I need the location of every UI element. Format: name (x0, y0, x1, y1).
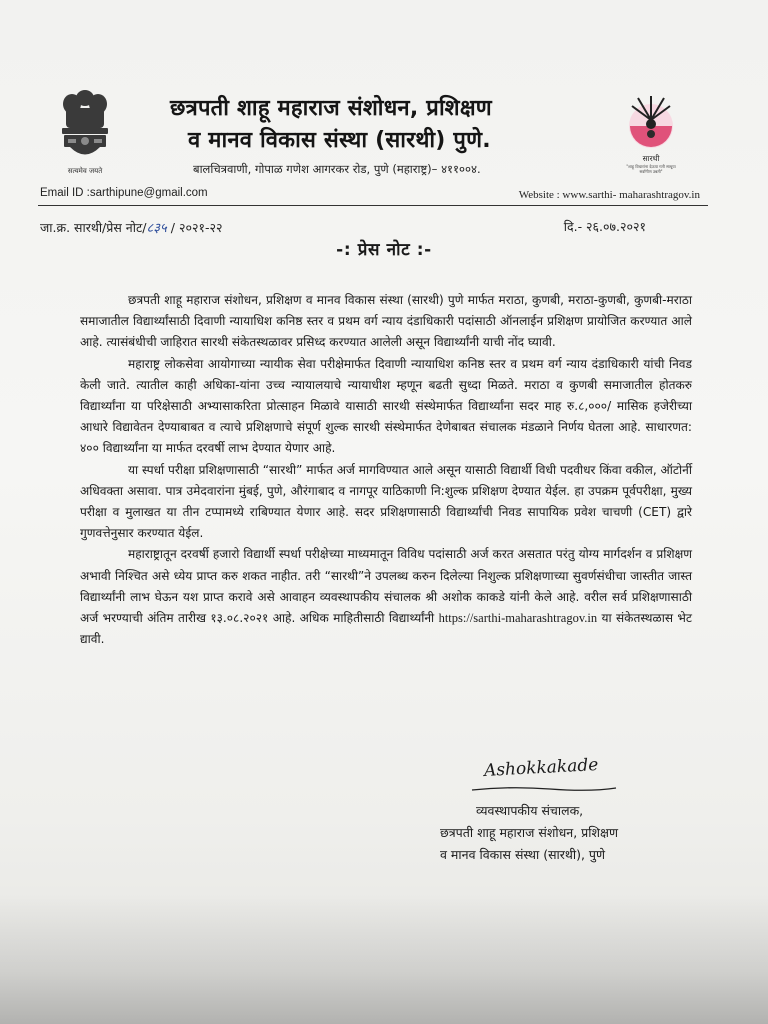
reference-prefix: जा.क्र. सारथी/प्रेस नोट/ (40, 220, 147, 235)
org-name-line1: छत्रपती शाहू महाराज संशोधन, प्रशिक्षण (170, 96, 492, 121)
paragraph-1: छत्रपती शाहू महाराज संशोधन, प्रशिक्षण व मानव विकास संस्था (सारथी) पुणे मार्फत मराठा, कुणबी, मराठा-कुणबी, कुणबी-मराठा समाजातील विद्यार्थ्यांसाठी दिवाणी न्यायाधिश कनिष्ठ स्तर व प्रथम वर्ग न्याय दंडाधिकारी पदांसाठी ऑनलाईन प्रशिक्षण प्रायोजित करण्यात आले आहे. त्यासंबंधीची जाहिरात सारथी संकेतस्थळावर प्रसिध्द करण्यात आलेली असून विद्यार्थ्यांनी याची नोंद घ्यावी. (80, 293, 692, 350)
sarthi-logo (620, 90, 682, 180)
signatory-block (440, 800, 720, 866)
emblem-caption: सत्यमेव जयते (67, 167, 103, 175)
reference-line (40, 218, 646, 236)
header-divider (38, 205, 708, 206)
paragraph-4-ending: या संकेतस्थळास भेट द्यावी. (80, 611, 692, 647)
website-address: Website : www.sarthi- maharashtragov.in (518, 189, 700, 201)
logo-name: सारथी (642, 154, 660, 163)
paragraph-4-text: महाराष्ट्रातून दरवर्षी हजारो विद्यार्थी स्पर्धा परीक्षेच्या माध्यमातून विविध पदांसाठी अर्ज करत असतात परंतु योग्य मार्गदर्शन व प्रशिक्षण अभावी निश्चित असे ध्येय प्राप्त करु शकत नाहीत. तरी “सारथी”ने उपलब्ध करुन दिलेल्या निशुल्क प्रशिक्षणाच्या सुवर्णसंधीचा जास्तीत जास्त विद्यार्थ्यांनी लाभ घेऊन यश प्राप्त करावे असे आवाहन व्यवस्थापकीय संचालक श्री अशोक काकडे यांनी केले आहे. वरील सर्व प्रशिक्षणासाठी अर्ज भरण्याची अंतिम तारीख १३.०८.२०२१ आहे. अधिक माहितीसाठी विद्यार्थ्यांनी (80, 547, 692, 626)
sarthi-website-link[interactable]: https://sarthi-maharashtragov.in (438, 611, 598, 626)
handwritten-signature: Ashokkakade (483, 755, 599, 781)
paragraph-2: महाराष्ट्र लोकसेवा आयोगाच्या न्यायीक सेवा परीक्षेमार्फत दिवाणी न्यायाधिश कनिष्ठ स्तर व प्रथम वर्ग न्याय दंडाधिकारी यांची निवड केली जाते. त्यातील काही अधिका-यांना उच्च न्यायालयाचे न्यायाधीश म्हणून बढती सुध्दा मिळते. मराठा व कुणबी समाजातील होतकरु विद्यार्थ्यांना या परिक्षेसाठी अभ्यासाकरिता प्रोत्साहन मिळावे यासाठी सारथी संस्थेमार्फत विद्यार्थ्यांना सदर माह रु.८,०००/ मासिक हजेरीच्या आधारे विद्यावेतन देण्याबाबत व त्याचे प्रशिक्षणाचे संपूर्ण शुल्क सारथी संस्थेमार्फत देणेबाबत संचालक मंडळाने निर्णय घेतला आहे. साधारणत: ४०० विद्यार्थ्यांना या मार्फत दरवर्षी लाभ देण्यात येणार आहे. (80, 356, 692, 456)
email-address: Email ID :sarthipune@gmail.com (40, 187, 208, 199)
issue-date: दि.- २६.०७.२०२१ (563, 219, 646, 234)
press-note-body (80, 290, 692, 650)
org-name-line2: व मानव विकास संस्था (सारथी) पुणे. (188, 128, 491, 153)
org-address: बालचित्रवाणी, गोपाळ गणेश आगरकर रोड, पुणे (महाराष्ट्र)– ४११००४. (193, 162, 481, 176)
logo-tagline: "शाहू विचारांना देऊया गती साधूया सर्वांगीण उन्नती" (626, 164, 676, 174)
signatory-org-line2: व मानव विकास संस्था (सारथी), पुणे (440, 847, 606, 862)
signatory-designation: व्यवस्थापकीय संचालक, (476, 803, 584, 818)
national-emblem (52, 84, 118, 180)
press-note-title: -: प्रेस नोट :- (336, 240, 432, 260)
signature-underline (470, 785, 618, 793)
signatory-org-line1: छत्रपती शाहू महाराज संशोधन, प्रशिक्षण (440, 825, 619, 840)
reference-year: / २०२१-२२ (166, 220, 223, 235)
paragraph-3: या स्पर्धा परीक्षा प्रशिक्षणासाठी “सारथी” मार्फत अर्ज मागविण्यात आले असून यासाठी विद्यार्थी विधी पदवीधर किंवा वकील, ऑटोर्नी अधिवक्ता असावा. पात्र उमेदवारांना मुंबई, पुणे, औरंगाबाद व नागपूर याठिकाणी नि:शुल्क प्रशिक्षण देण्यात येईल. हा उपक्रम पूर्वपरीक्षा, मुख्य परीक्षा व मुलाखत या तीन टप्पामध्ये राबिण्यात येणार आहे. सदर प्रशिक्षणासाठी विद्यार्थ्यांची निवड सापायिक प्रवेश चाचणी (CET) द्वारे गुणवत्तेनुसार करण्यात येईल. (80, 462, 692, 541)
photo-shadow (0, 894, 768, 1024)
sarthi-emblem-icon (620, 90, 682, 152)
lion-capital-icon (52, 84, 118, 166)
reference-number: ८३५ (146, 221, 167, 236)
paragraph-4 (80, 544, 692, 650)
